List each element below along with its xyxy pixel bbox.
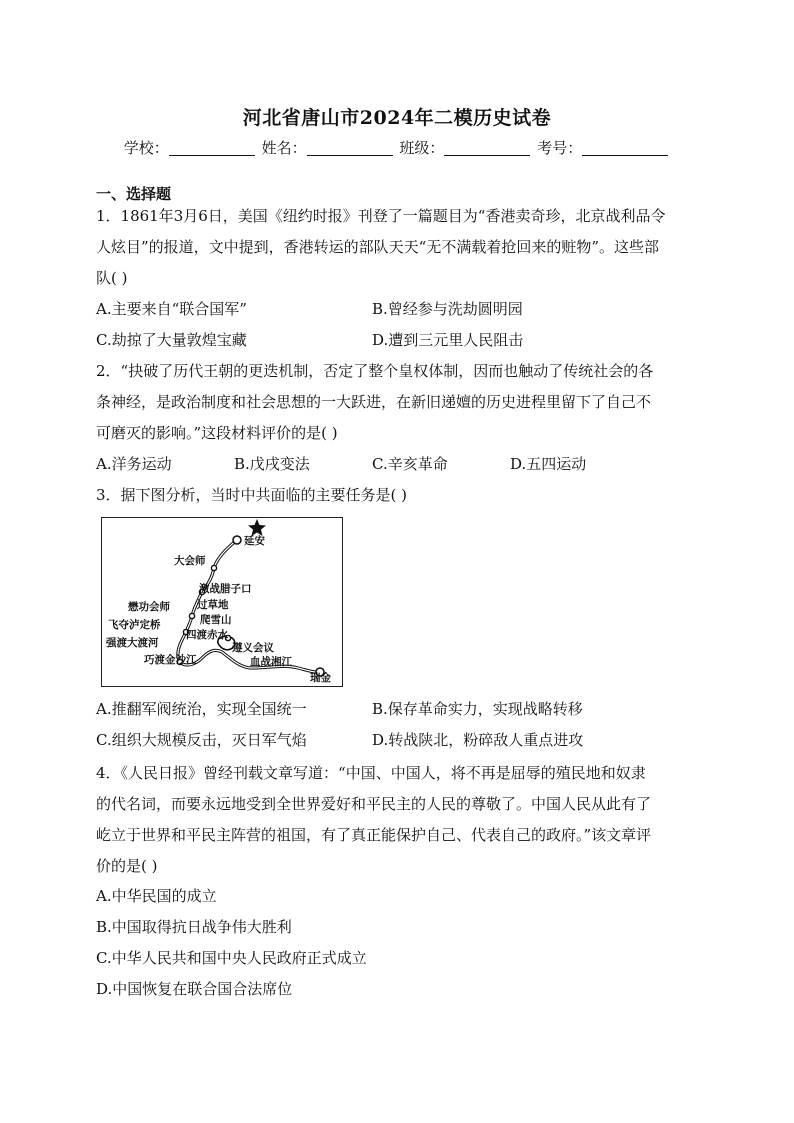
class-label: 班级：	[399, 139, 445, 157]
map-label: 强渡大渡河	[106, 637, 159, 649]
map-label: 过草地	[197, 599, 229, 611]
question-1-stem	[96, 201, 698, 294]
q4-option-a[interactable]: A.中华民国的成立	[96, 887, 217, 905]
question-line: 3．据下图分析，当时中共面临的主要任务是( )	[96, 486, 408, 504]
name-blank[interactable]	[307, 141, 393, 156]
map-label: 延安	[244, 535, 265, 547]
maogong-node	[189, 613, 194, 618]
map-label: 遵义会议	[232, 642, 274, 654]
question-line: 可磨灭的影响。”这段材料评价的是( )	[96, 424, 338, 442]
map-label: 血战湘江	[250, 656, 292, 668]
map-label: 激战腊子口	[199, 583, 252, 595]
q2-option-c[interactable]: C.辛亥革命	[372, 455, 448, 473]
map-label: 四渡赤水	[186, 629, 228, 641]
q4-option-b[interactable]: B.中国取得抗日战争伟大胜利	[96, 918, 292, 936]
q2-option-a[interactable]: A.洋务运动	[96, 455, 172, 473]
map-label: 飞夺泸定桥	[108, 619, 161, 631]
map-label: 爬雪山	[200, 614, 232, 626]
yanan-node	[233, 536, 241, 544]
q2-option-d[interactable]: D.五四运动	[510, 455, 587, 473]
long-march-route-map	[101, 517, 343, 687]
q1-option-d[interactable]: D.遭到三元里人民阻击	[372, 331, 524, 349]
section-heading: 一、选择题	[96, 185, 172, 203]
q3-option-b[interactable]: B.保存革命实力，实现战略转移	[372, 700, 583, 718]
q3-option-c[interactable]: C.组织大规模反击，灭日军气焰	[96, 731, 307, 749]
q4-option-c[interactable]: C.中华人民共和国中央人民政府正式成立	[96, 949, 367, 967]
question-2-stem	[96, 356, 698, 449]
school-blank[interactable]	[169, 141, 255, 156]
question-line: 4．《人民日报》曾经刊载文章写道：“中国、中国人，将不再是屈辱的殖民地和奴隶	[96, 764, 646, 782]
question-line: 屹立于世界和平民主阵营的祖国，有了真正能保护自己、代表自己的政府。”该文章评	[96, 826, 652, 844]
question-line: 的代名词，而要永远地受到全世界爱好和平民主的人民的尊敬了。中国人民从此有了	[96, 795, 652, 813]
question-line: 人炫目”的报道，文中提到，香港转运的部队天天“无不满载着抢回来的赃物”。这些部	[96, 238, 660, 256]
q1-option-a[interactable]: A.主要来自“联合国军”	[96, 300, 247, 318]
q1-option-b[interactable]: B.曾经参与洗劫圆明园	[372, 300, 523, 318]
grand-meeting-node	[211, 565, 216, 570]
name-label: 姓名：	[261, 139, 307, 157]
question-3-stem	[96, 480, 698, 511]
question-line: 价的是( )	[96, 857, 158, 875]
map-label: 瑞金	[310, 672, 331, 684]
question-line: 队( )	[96, 269, 128, 287]
question-4-stem	[96, 758, 698, 882]
q1-option-c[interactable]: C.劫掠了大量敦煌宝藏	[96, 331, 247, 349]
question-line: 1．1861年3月6日，美国《纽约时报》刊登了一篇题目为“香港卖奇珍，北京战利品令	[96, 207, 666, 225]
q3-option-d[interactable]: D.转战陕北，粉碎敌人重点进攻	[372, 731, 584, 749]
star-icon	[248, 519, 266, 536]
question-line: 2．“抉破了历代王朝的更迭机制，否定了整个皇权体制，因而也触动了传统社会的各	[96, 362, 654, 380]
map-label: 懋功会师	[128, 601, 170, 613]
exam-number-blank[interactable]	[582, 141, 668, 156]
q4-option-d[interactable]: D.中国恢复在联合国合法席位	[96, 980, 293, 998]
page-title: 河北省唐山市2024年二模历史试卷	[242, 107, 552, 129]
school-label: 学校：	[123, 139, 169, 157]
q3-option-a[interactable]: A.推翻军阀统治，实现全国统一	[96, 700, 307, 718]
route-map-svg	[102, 518, 342, 686]
exam-number-label: 考号：	[537, 139, 583, 157]
question-line: 条神经，是政治制度和社会思想的一大跃进，在新旧递嬗的历史进程里留下了自己不	[96, 393, 652, 411]
map-label: 巧渡金沙江	[144, 654, 197, 666]
q2-option-b[interactable]: B.戊戌变法	[234, 455, 310, 473]
map-label: 大会师	[174, 555, 206, 567]
class-blank[interactable]	[444, 141, 530, 156]
student-info-fields	[0, 137, 794, 158]
